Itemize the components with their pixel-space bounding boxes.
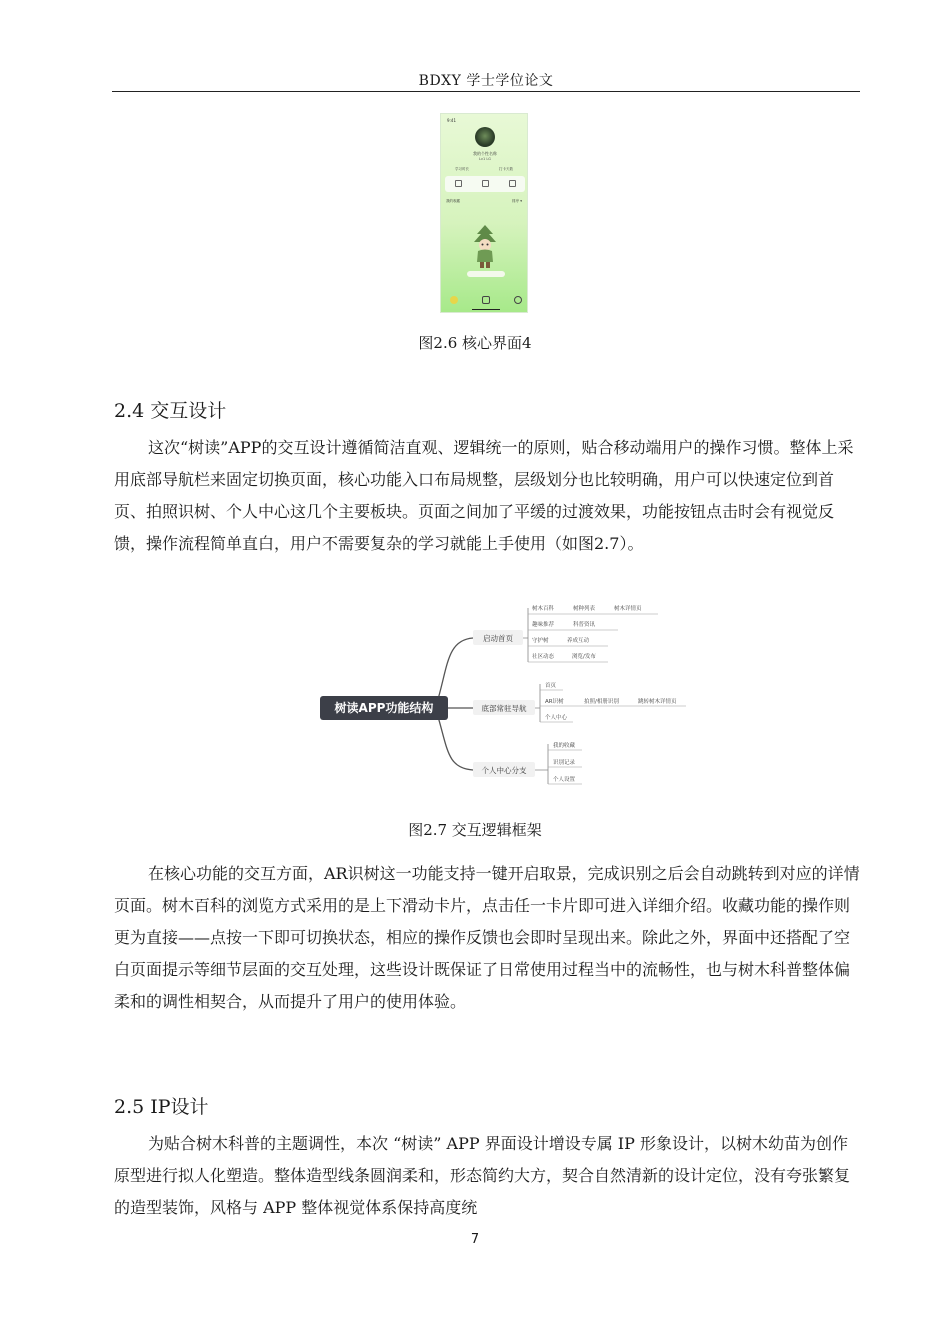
stat-label: 打卡天数 <box>499 167 513 171</box>
leaf-label: 识别记录 <box>553 760 576 766</box>
figure-2-7-caption: 图2.7 交互逻辑框架 <box>408 821 542 839</box>
leaf-label: 守护树 <box>532 638 549 644</box>
section-2-4-heading: 2.4 交互设计 <box>114 400 227 422</box>
paragraph-text: 这次“树读”APP的交互设计遵循简洁直观、逻辑统一的原则，贴合移动端用户的操作习惯。整体上采用底部导航栏来固定切换页面，核心功能入口布局规整，层级划分也比较明确，用户可以快速定位到首页、拍照识树、个人中心这几个主要板块。页面之间加了平缓的过渡效果，功能按钮点击时会有视觉反馈，操作流程简单直白，用户不需要复杂的学习就能上手使用（如图2.7）。 <box>114 438 854 553</box>
leaf-label: 趣味推荐 <box>532 622 555 628</box>
shortcut-card <box>445 176 525 192</box>
shortcut-icon <box>509 180 516 187</box>
avatar <box>475 127 495 147</box>
paragraph-text: 在核心功能的交互方面，AR识树这一功能支持一键开启取景，完成识别之后会自动跳转到对应的详情页面。树木百科的浏览方式采用的是上下滑动卡片，点击任一卡片即可进入详细介绍。收藏功能的操作则更为直接——点按一下即可切换状态，相应的操作反馈也会即时呈现出来。除此之外，界面中还搭配了空白页面提示等细节层面的交互处理，这些设计既保证了日常使用过程当中的流畅性，也与树木科普整体偏柔和的调性相契合，从而提升了用户的使用体验。 <box>114 864 860 1011</box>
branch-label: 启动首页 <box>483 634 513 643</box>
tip-banner <box>467 271 505 277</box>
section-2-5-paragraph <box>114 1128 862 1224</box>
nav-active-indicator <box>472 309 500 310</box>
section-2-5-heading: 2.5 IP设计 <box>114 1096 209 1118</box>
home-icon <box>450 296 458 304</box>
profile-icon <box>514 296 522 304</box>
leaf-label: 科普资讯 <box>573 622 596 628</box>
branch-label: 个人中心分支 <box>481 766 527 775</box>
page-number: 7 <box>470 1232 480 1247</box>
leaf-label: 我的收藏 <box>553 743 576 749</box>
branch-label: 底部常驻导航 <box>481 704 527 713</box>
header-rule <box>112 91 860 92</box>
camera-icon <box>482 296 490 304</box>
section-title: 我的收藏 <box>446 199 460 203</box>
leaf-label: 树木详情页 <box>614 606 642 612</box>
leaf-label: 跳转树木详情页 <box>638 699 677 705</box>
shortcut-icon <box>455 180 462 187</box>
figure-2-6-caption: 图2.6 核心界面4 <box>418 334 532 352</box>
leaf-label: 社区动态 <box>532 654 555 660</box>
section-2-4-paragraph <box>114 432 862 560</box>
user-level: Lv1 LG <box>478 157 492 161</box>
leaf-label: 首页 <box>545 683 557 689</box>
root-label: 树读APP功能结构 <box>334 701 434 715</box>
leaf-label: 树木百科 <box>532 606 555 612</box>
leaf-label: 树种列表 <box>573 606 596 612</box>
tree-mascot-icon <box>471 224 499 269</box>
leaf-label: 养成互动 <box>567 638 590 644</box>
sort-label: 排序 ▾ <box>512 199 522 203</box>
figure-2-7-mindmap <box>318 598 688 794</box>
leaf-label: AR识树 <box>545 699 564 705</box>
figure-2-6-app-screenshot <box>440 113 528 313</box>
paragraph-text: 为贴合树木科普的主题调性，本次 “树读” APP 界面设计增设专属 IP 形象设计，以树木幼苗为创作原型进行拟人化塑造。整体造型线条圆润柔和，形态简约大方，契合自然清新的设计定位，没有夸张繁复的造型装饰，风格与 APP 整体视觉体系保持高度统 <box>114 1134 851 1217</box>
leaf-label: 个人设置 <box>553 777 576 783</box>
page-header: BDXY 学士学位论文 <box>418 73 554 89</box>
status-time: 9:41 <box>447 118 456 123</box>
leaf-label: 个人中心 <box>545 715 568 721</box>
interaction-paragraph <box>114 858 862 1018</box>
leaf-label: 浏览/发布 <box>572 654 596 660</box>
shortcut-icon <box>482 180 489 187</box>
leaf-label: 拍照/相册识别 <box>584 699 619 705</box>
user-name: 我的个性名称 <box>473 151 497 156</box>
stat-label: 学习时长 <box>455 167 469 171</box>
